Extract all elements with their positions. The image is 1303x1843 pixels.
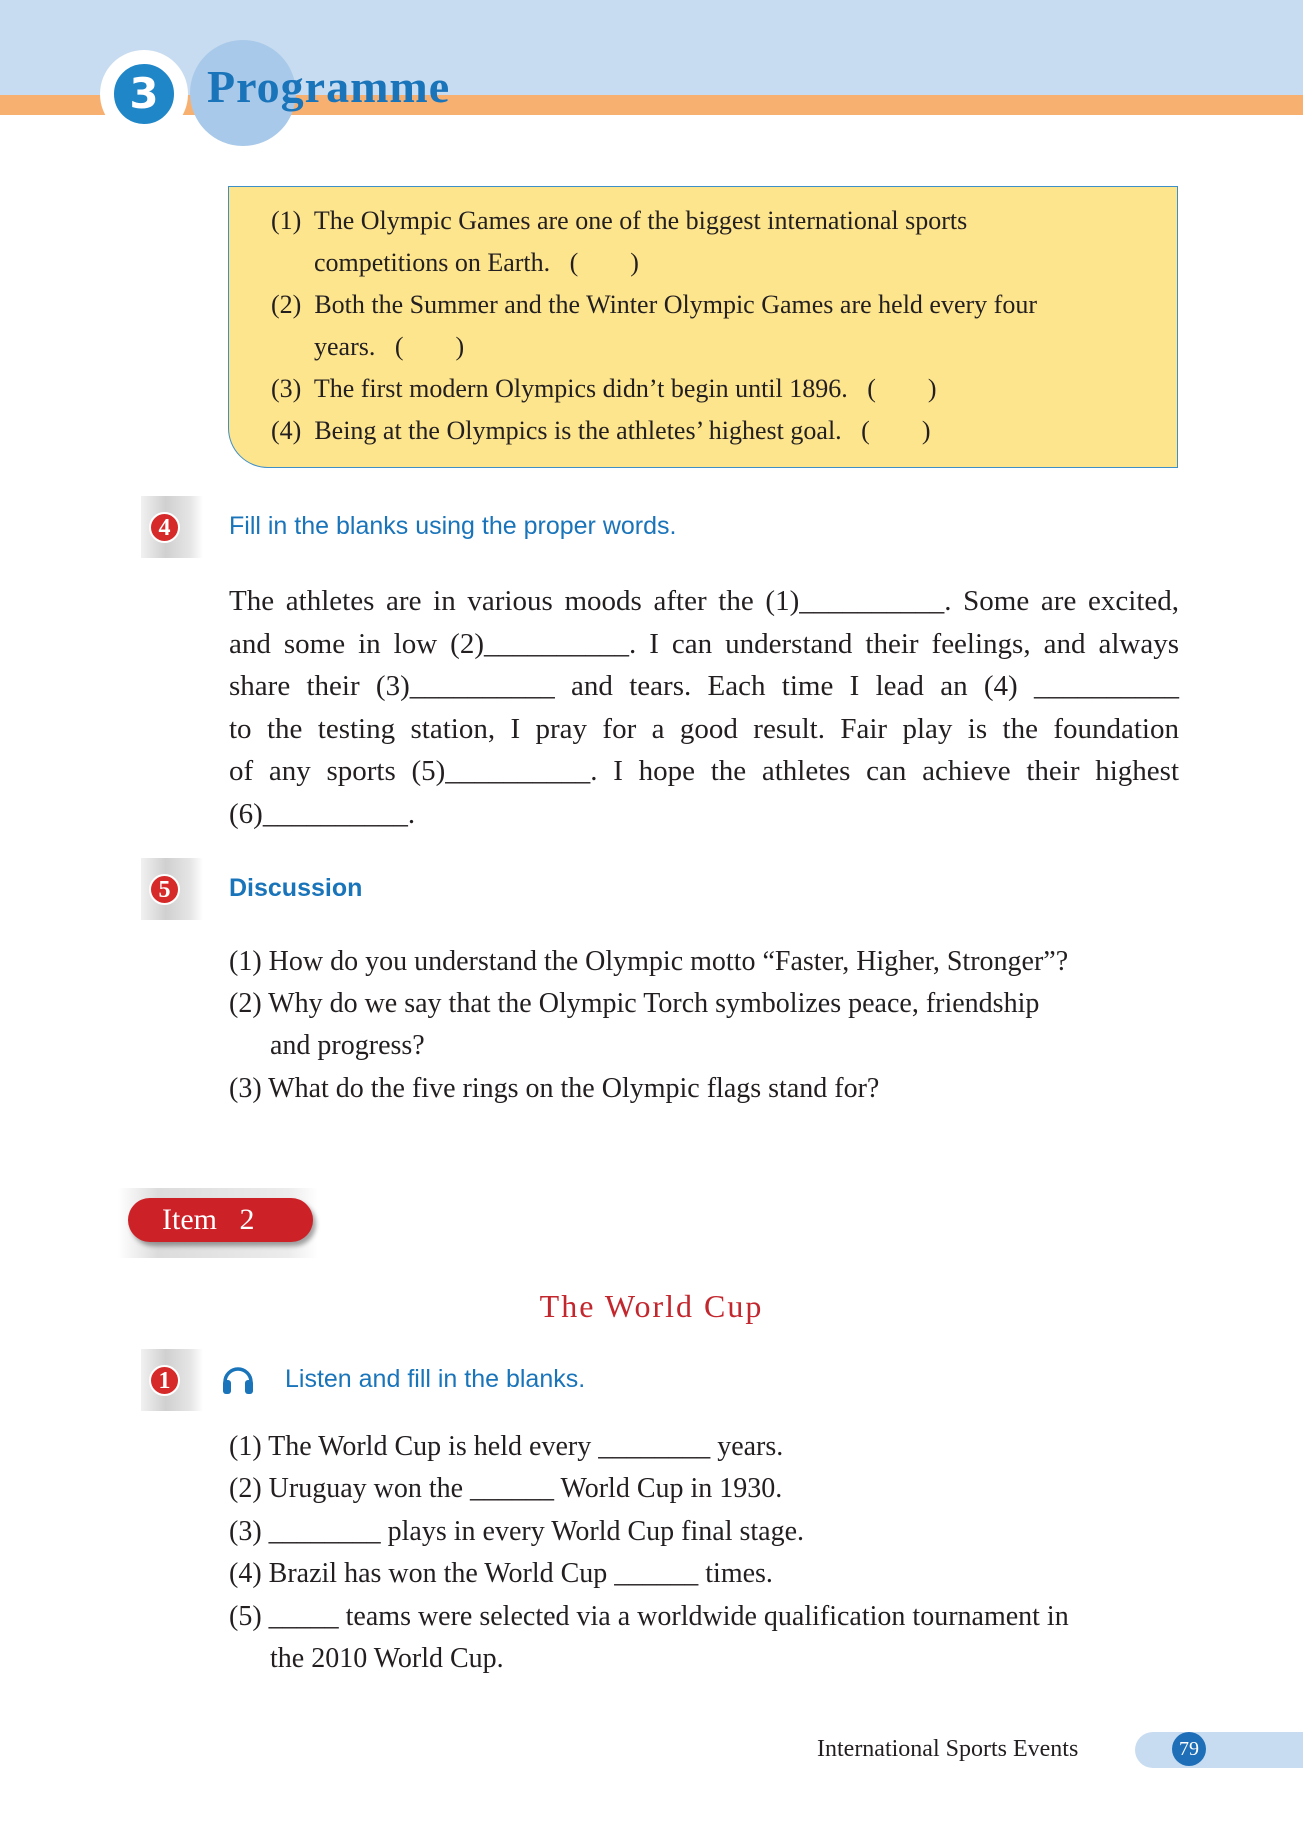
exercise-4-number: 4 — [149, 512, 180, 543]
exercise-4-instruction: Fill in the blanks using the proper words. — [229, 512, 677, 540]
discussion-question: (1) How do you understand the Olympic motto “Faster, Higher, Stronger”? — [229, 946, 1069, 977]
paragraph-line: and some in low (2)__________. I can understand their feelings, and always — [229, 627, 1179, 660]
exercise-5-title: Discussion — [229, 874, 363, 902]
exercise-5-number: 5 — [149, 874, 180, 905]
paragraph-line: share their (3)__________ and tears. Each time I lead an (4) __________ — [229, 670, 1179, 703]
listening-marker — [141, 1349, 203, 1411]
tf-line: competitions on Earth. ( ) — [314, 248, 639, 277]
headphones-icon — [220, 1360, 256, 1398]
footer-bar — [1135, 1732, 1303, 1768]
exercise-5-marker — [141, 858, 203, 920]
tf-line: (1) The Olympic Games are one of the biggest international sports — [271, 206, 968, 235]
tf-line: (2) Both the Summer and the Winter Olympic Games are held every four — [271, 290, 1037, 319]
tf-line: (3) The first modern Olympics didn’t begin until 1896. ( ) — [271, 374, 937, 403]
exercise-4-marker — [141, 496, 203, 558]
paragraph-line: to the testing station, I pray for a good result. Fair play is the foundation — [229, 712, 1179, 745]
listening-instruction: Listen and fill in the blanks. — [285, 1365, 586, 1393]
discussion-question: (3) What do the five rings on the Olympic flags stand for? — [229, 1073, 880, 1104]
true-false-box — [228, 186, 1178, 468]
item-title: The World Cup — [539, 1288, 764, 1324]
listening-question: (3) ________ plays in every World Cup final stage. — [229, 1516, 805, 1547]
page-number: 79 — [1172, 1732, 1206, 1766]
listening-question: (2) Uruguay won the ______ World Cup in 1930. — [229, 1473, 783, 1504]
tf-line: years. ( ) — [314, 332, 465, 361]
paragraph-line: The athletes are in various moods after the (1)__________. Some are excited, — [229, 585, 1179, 617]
discussion-question-continued: and progress? — [270, 1030, 425, 1061]
listening-question: (4) Brazil has won the World Cup ______ times. — [229, 1558, 773, 1589]
paragraph-line: of any sports (5)__________. I hope the athletes can achieve their highest — [229, 755, 1179, 788]
tf-line: (4) Being at the Olympics is the athletes’ highest goal. ( ) — [271, 416, 931, 445]
listening-question-continued: the 2010 World Cup. — [270, 1643, 504, 1674]
fill-in-paragraph — [229, 580, 1179, 836]
listening-question: (5) _____ teams were selected via a worldwide qualification tournament in — [229, 1601, 1069, 1632]
section-title: Programme — [207, 61, 451, 112]
discussion-question: (2) Why do we say that the Olympic Torch symbolizes peace, friendship — [229, 988, 1040, 1019]
listening-question: (1) The World Cup is held every ________ years. — [229, 1431, 784, 1462]
footer-title: International Sports Events — [817, 1736, 1079, 1762]
section-number: 3 — [110, 60, 178, 128]
item-label: Item 2 — [128, 1198, 313, 1242]
paragraph-line: (6)__________. — [229, 797, 416, 830]
listening-number: 1 — [149, 1365, 180, 1396]
